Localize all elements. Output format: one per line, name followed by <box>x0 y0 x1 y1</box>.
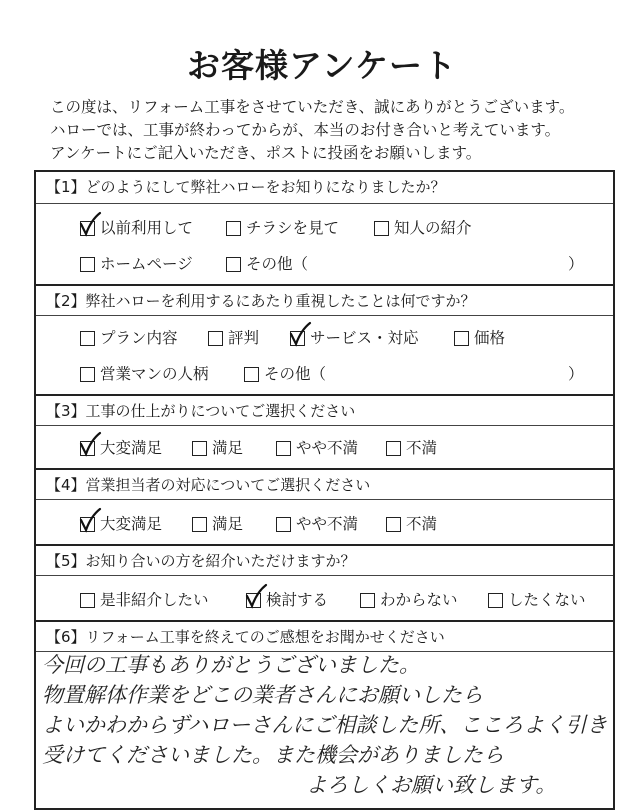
checkbox[interactable] <box>276 517 291 532</box>
checkbox[interactable] <box>226 257 241 272</box>
q4-option-very-satisfied[interactable] <box>80 506 162 542</box>
question-1-options-row-2 <box>36 246 613 282</box>
other-paren-close: ） <box>568 255 584 273</box>
q3-option-satisfied[interactable] <box>192 430 243 466</box>
intro-line: ハローでは、工事が終わってからが、本当のお付き合いと考えています。 <box>50 121 561 139</box>
option-label: 満足 <box>212 515 244 533</box>
checkbox[interactable] <box>244 367 259 382</box>
option-label: やや不満 <box>296 515 359 533</box>
checkbox[interactable] <box>290 331 305 346</box>
q4-option-somewhat-dissatisfied[interactable] <box>276 506 358 542</box>
option-label: 検討する <box>266 591 329 609</box>
option-label: 知人の紹介 <box>394 219 472 237</box>
option-label: 評判 <box>228 329 260 347</box>
question-5-heading: 【5】お知り合いの方を紹介いただけますか？ <box>36 544 613 576</box>
checkbox[interactable] <box>80 221 95 236</box>
option-label: チラシを見て <box>246 219 340 237</box>
intro-line: この度は、リフォーム工事をさせていただき、誠にありがとうございます。 <box>50 98 575 116</box>
checkbox[interactable] <box>80 331 95 346</box>
option-label: その他（ <box>246 255 309 273</box>
question-4-options-row <box>36 506 613 542</box>
q3-option-very-satisfied[interactable] <box>80 430 162 466</box>
q2-option-salesperson[interactable] <box>80 356 209 392</box>
option-label: 大変満足 <box>100 515 163 533</box>
option-label: したくない <box>508 591 586 609</box>
checkbox[interactable] <box>386 441 401 456</box>
q5-option-dont-know[interactable] <box>360 582 458 618</box>
page-title: お客様アンケート <box>186 46 458 85</box>
checkbox[interactable] <box>80 367 95 382</box>
question-3-options-row <box>36 430 613 466</box>
question-1-options-row-1 <box>36 210 613 246</box>
question-2-options-row-1 <box>36 320 613 356</box>
question-1-heading: 【1】どのようにして弊社ハローをお知りになりましたか？ <box>36 172 613 204</box>
option-label: 是非紹介したい <box>100 591 209 609</box>
checkbox[interactable] <box>192 441 207 456</box>
comment-answer <box>36 650 626 800</box>
q3-option-dissatisfied[interactable] <box>386 430 437 466</box>
q3-option-somewhat-dissatisfied[interactable] <box>276 430 358 466</box>
checkmark-icon <box>246 584 268 608</box>
checkbox[interactable] <box>386 517 401 532</box>
option-label: サービス・対応 <box>310 329 419 347</box>
checkbox[interactable] <box>488 593 503 608</box>
checkbox[interactable] <box>226 221 241 236</box>
checkmark-icon <box>290 322 312 346</box>
q1-option-homepage[interactable] <box>80 246 193 282</box>
option-label: 以前利用して <box>100 219 194 237</box>
checkmark-icon <box>80 432 102 456</box>
option-label: その他（ <box>264 365 327 383</box>
question-3-heading: 【3】工事の仕上がりについてご選択ください <box>36 394 613 426</box>
checkmark-icon <box>80 212 102 236</box>
checkbox[interactable] <box>246 593 261 608</box>
option-label: 満足 <box>212 439 244 457</box>
option-label: プラン内容 <box>100 329 178 347</box>
q5-option-consider[interactable] <box>246 582 328 618</box>
question-4-heading: 【4】営業担当者の対応についてご選択ください <box>36 468 613 500</box>
checkmark-icon <box>80 508 102 532</box>
question-2-options-row-2 <box>36 356 613 392</box>
checkbox[interactable] <box>208 331 223 346</box>
intro-line: アンケートにご記入いただき、ポストに投函をお願いします。 <box>50 144 482 162</box>
q2-option-price[interactable] <box>454 320 505 356</box>
q4-option-dissatisfied[interactable] <box>386 506 437 542</box>
option-label: やや不満 <box>296 439 359 457</box>
q5-option-dont-want[interactable] <box>488 582 586 618</box>
option-label: わからない <box>380 591 458 609</box>
checkbox[interactable] <box>454 331 469 346</box>
comment-line: 物置解体作業をどこの業者さんにお願いしたら <box>42 683 483 707</box>
q1-option-previous-use[interactable] <box>80 210 193 246</box>
q2-option-other[interactable] <box>244 356 326 392</box>
q2-option-plan[interactable] <box>80 320 178 356</box>
checkbox[interactable] <box>360 593 375 608</box>
question-5-options-row <box>36 582 613 618</box>
comment-line: 今回の工事もありがとうございました。 <box>42 653 420 677</box>
option-label: 不満 <box>406 515 438 533</box>
question-6-heading: 【6】リフォーム工事を終えてのご感想をお聞かせください <box>36 620 613 652</box>
intro-text <box>50 96 574 165</box>
q1-option-other[interactable] <box>226 246 308 282</box>
q2-option-service[interactable] <box>290 320 419 356</box>
checkbox[interactable] <box>80 593 95 608</box>
q2-option-reputation[interactable] <box>208 320 259 356</box>
q4-option-satisfied[interactable] <box>192 506 243 542</box>
option-label: 大変満足 <box>100 439 163 457</box>
question-2-heading: 【2】弊社ハローを利用するにあたり重視したことは何ですか？ <box>36 284 613 316</box>
comment-line: よろしくお願い致します。 <box>306 773 557 797</box>
option-label: 価格 <box>474 329 506 347</box>
comment-line: よいかわからずハローさんにご相談した所、こころよく引き <box>42 713 608 737</box>
option-label: 営業マンの人柄 <box>100 365 209 383</box>
checkbox[interactable] <box>374 221 389 236</box>
checkbox[interactable] <box>80 441 95 456</box>
other-paren-close: ） <box>568 365 584 383</box>
checkbox[interactable] <box>80 257 95 272</box>
checkbox[interactable] <box>80 517 95 532</box>
checkbox[interactable] <box>192 517 207 532</box>
checkbox[interactable] <box>276 441 291 456</box>
q1-option-flyer[interactable] <box>226 210 339 246</box>
q1-option-acquaintance[interactable] <box>374 210 472 246</box>
q5-option-definitely-introduce[interactable] <box>80 582 209 618</box>
option-label: 不満 <box>406 439 438 457</box>
option-label: ホームページ <box>100 255 193 273</box>
comment-line: 受けてくださいました。また機会がありましたら <box>42 743 504 767</box>
